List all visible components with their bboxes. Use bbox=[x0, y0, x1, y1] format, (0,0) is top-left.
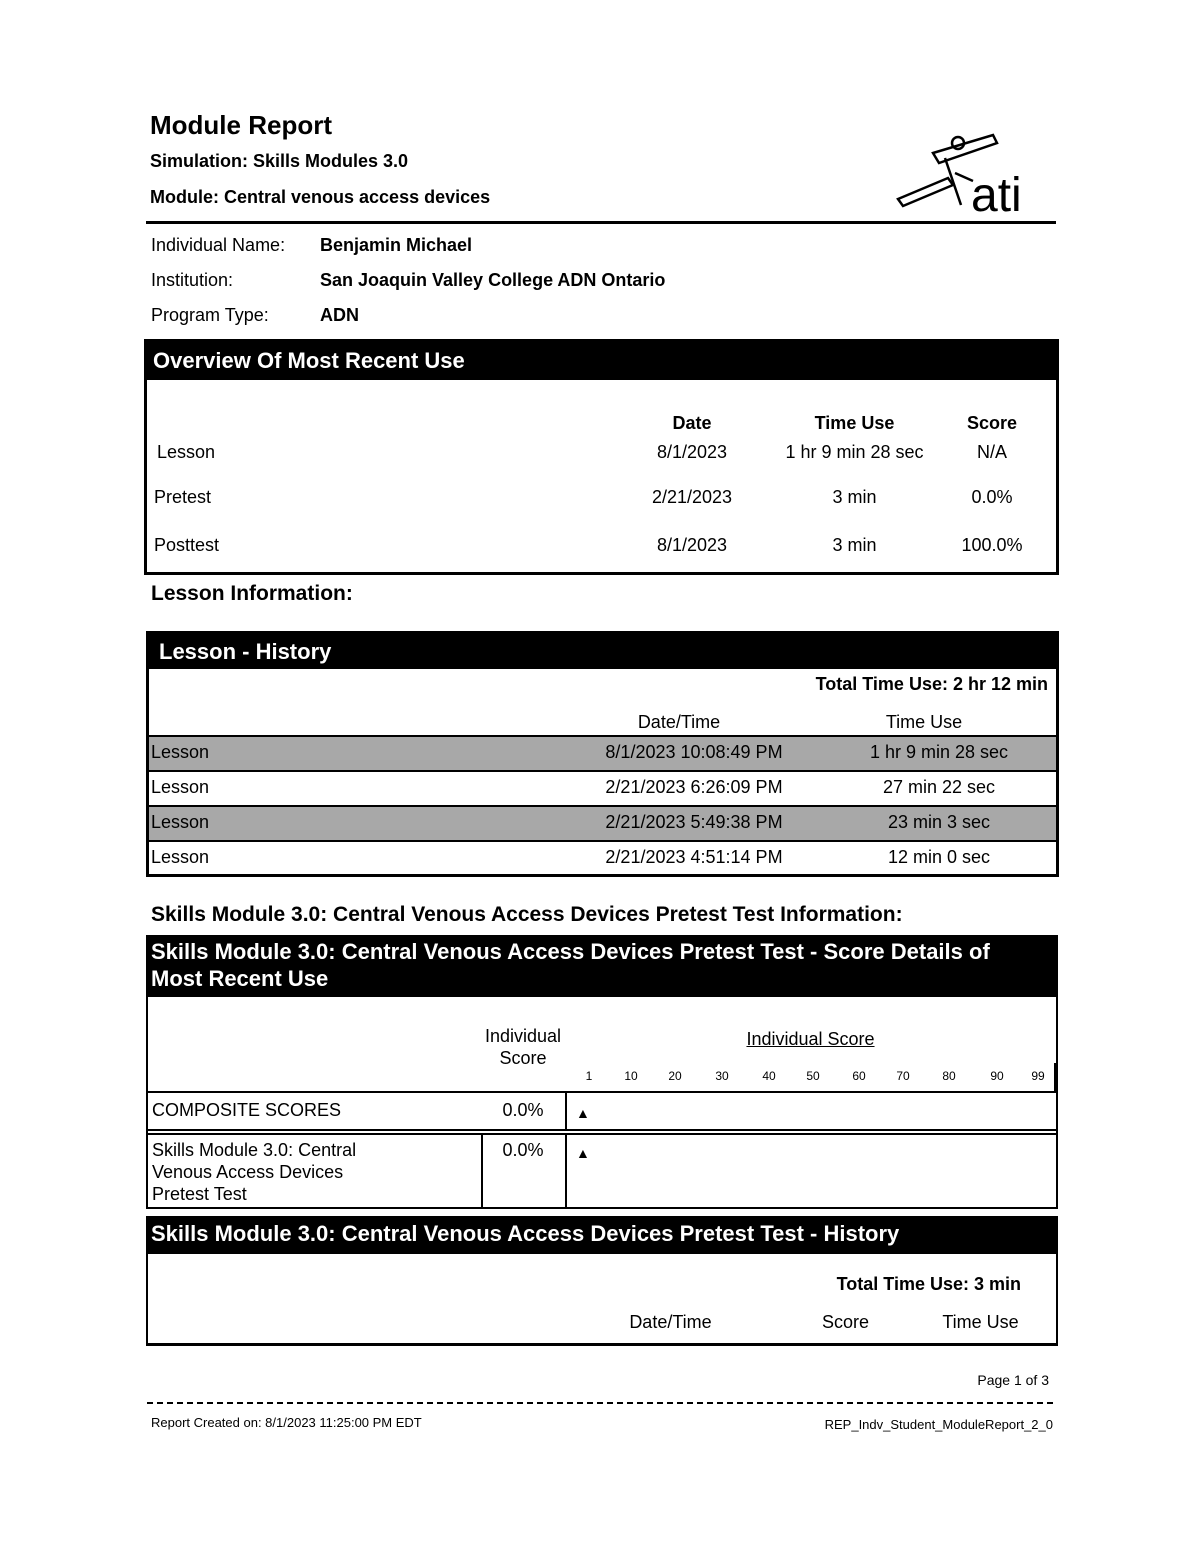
overview-title: Overview Of Most Recent Use bbox=[147, 342, 1056, 380]
overview-row-score: 100.0% bbox=[961, 535, 1023, 555]
row-label: Lesson bbox=[151, 777, 210, 797]
row-datetime: 2/21/2023 6:26:09 PM bbox=[605, 777, 783, 797]
name-label: Individual Name: bbox=[151, 235, 286, 255]
col-datetime: Date/Time bbox=[629, 1312, 712, 1332]
row-time: 27 min 22 sec bbox=[882, 777, 996, 797]
col-time-use: Time Use bbox=[942, 1312, 1019, 1332]
col-score: Score bbox=[966, 413, 1018, 433]
row-time: 1 hr 9 min 28 sec bbox=[869, 742, 1009, 762]
pretest-row-label bbox=[152, 1139, 356, 1205]
pretest-history-title: Skills Module 3.0: Central Venous Access Devices Pretest Test - History bbox=[146, 1216, 1058, 1254]
lesson-history-title: Lesson - History bbox=[149, 634, 1056, 669]
overview-row-score: N/A bbox=[976, 442, 1007, 462]
header-divider bbox=[146, 221, 1056, 224]
scale-title: Individual Score bbox=[746, 1029, 875, 1049]
pretest-score: 0.0% bbox=[502, 1140, 544, 1160]
composite-score-marker: ▲ bbox=[576, 1105, 590, 1121]
col-individual-line2: Score bbox=[499, 1048, 547, 1068]
table-row bbox=[149, 805, 1056, 842]
footer-divider bbox=[147, 1402, 1053, 1404]
scale-tick: 1 bbox=[585, 1069, 593, 1083]
row-divider bbox=[148, 1129, 1056, 1131]
pretest-score-marker: ▲ bbox=[576, 1145, 590, 1161]
scale-tick: 99 bbox=[1031, 1069, 1045, 1083]
scale-tick: 10 bbox=[624, 1069, 638, 1083]
report-created: Report Created on: 8/1/2023 11:25:00 PM EDT bbox=[151, 1415, 422, 1430]
institution-value: San Joaquin Valley College ADN Ontario bbox=[320, 270, 666, 290]
overview-row-date: 8/1/2023 bbox=[656, 442, 728, 462]
overview-row-time: 3 min bbox=[832, 487, 877, 507]
program-value: ADN bbox=[320, 305, 359, 325]
page-number: Page 1 of 3 bbox=[977, 1372, 1049, 1388]
col-divider bbox=[565, 1091, 567, 1131]
scale-tick: 30 bbox=[715, 1069, 729, 1083]
col-individual-line1: Individual bbox=[484, 1026, 562, 1046]
score-scale bbox=[568, 1063, 1058, 1091]
overview-section bbox=[144, 339, 1059, 575]
pretest-label-line2: Venous Access Devices bbox=[152, 1162, 344, 1182]
row-label: Lesson bbox=[151, 742, 210, 762]
student-name: Benjamin Michael bbox=[320, 235, 473, 255]
col-time-use: Time Use bbox=[885, 712, 963, 732]
row-divider bbox=[148, 1133, 1056, 1135]
col-score: Score bbox=[821, 1312, 870, 1332]
col-divider bbox=[481, 1133, 483, 1207]
row-datetime: 2/21/2023 5:49:38 PM bbox=[605, 812, 783, 832]
logo-text: ati bbox=[971, 169, 1022, 218]
pretest-total-time: Total Time Use: 3 min bbox=[836, 1274, 1021, 1294]
pretest-heading: Skills Module 3.0: Central Venous Access Devices Pretest Test Information: bbox=[151, 903, 903, 926]
overview-row-score: 0.0% bbox=[971, 487, 1013, 507]
table-row bbox=[149, 770, 1056, 807]
scale-tick: 70 bbox=[896, 1069, 910, 1083]
row-time: 12 min 0 sec bbox=[887, 847, 991, 867]
col-date: Date bbox=[672, 413, 712, 433]
row-time: 23 min 3 sec bbox=[887, 812, 991, 832]
col-individual-score bbox=[468, 1025, 578, 1069]
pretest-label-line3: Pretest Test bbox=[152, 1184, 247, 1204]
composite-score: 0.0% bbox=[502, 1100, 544, 1120]
overview-row-label: Posttest bbox=[154, 535, 220, 555]
score-details-title bbox=[146, 935, 1058, 997]
pretest-history-table bbox=[146, 1254, 1058, 1346]
overview-row-time: 1 hr 9 min 28 sec bbox=[785, 442, 924, 462]
scale-tick: 80 bbox=[942, 1069, 956, 1083]
scale-tick: 50 bbox=[806, 1069, 820, 1083]
overview-row-date: 8/1/2023 bbox=[656, 535, 728, 555]
overview-row-label: Lesson bbox=[157, 442, 216, 462]
overview-row-date: 2/21/2023 bbox=[651, 487, 733, 507]
row-datetime: 8/1/2023 10:08:49 PM bbox=[605, 742, 783, 762]
lesson-info-heading: Lesson Information: bbox=[151, 582, 353, 605]
page-title: Module Report bbox=[150, 110, 332, 140]
col-divider bbox=[565, 1133, 567, 1207]
table-row bbox=[149, 840, 1056, 876]
row-label: Lesson bbox=[151, 812, 210, 832]
scale-tick: 90 bbox=[990, 1069, 1004, 1083]
lesson-history-section bbox=[146, 631, 1059, 877]
score-details-title-line2: Most Recent Use bbox=[151, 966, 329, 991]
scale-end-mark bbox=[1054, 1063, 1056, 1091]
program-label: Program Type: bbox=[151, 305, 269, 325]
scale-tick: 20 bbox=[668, 1069, 682, 1083]
lesson-total-time: Total Time Use: 2 hr 12 min bbox=[815, 674, 1048, 694]
score-details-table bbox=[146, 997, 1058, 1209]
col-time-use: Time Use bbox=[814, 413, 895, 433]
scale-tick: 60 bbox=[852, 1069, 866, 1083]
simulation-label: Simulation: Skills Modules 3.0 bbox=[150, 151, 409, 171]
report-id: REP_Indv_Student_ModuleReport_2_0 bbox=[824, 1417, 1053, 1432]
row-divider bbox=[148, 1091, 1056, 1093]
table-row bbox=[149, 735, 1056, 772]
overview-row-time: 3 min bbox=[832, 535, 877, 555]
row-label: Lesson bbox=[151, 847, 210, 867]
col-datetime: Date/Time bbox=[637, 712, 721, 732]
score-details-title-line1: Skills Module 3.0: Central Venous Access Devices Pretest Test - Score Details of bbox=[151, 939, 990, 964]
overview-row-label: Pretest bbox=[154, 487, 212, 507]
module-label: Module: Central venous access devices bbox=[150, 187, 491, 207]
row-datetime: 2/21/2023 4:51:14 PM bbox=[605, 847, 783, 867]
ati-logo bbox=[893, 133, 1053, 218]
scale-tick: 40 bbox=[762, 1069, 776, 1083]
pretest-label-line1: Skills Module 3.0: Central bbox=[152, 1140, 357, 1160]
composite-label: COMPOSITE SCORES bbox=[152, 1100, 342, 1120]
institution-label: Institution: bbox=[151, 270, 234, 290]
